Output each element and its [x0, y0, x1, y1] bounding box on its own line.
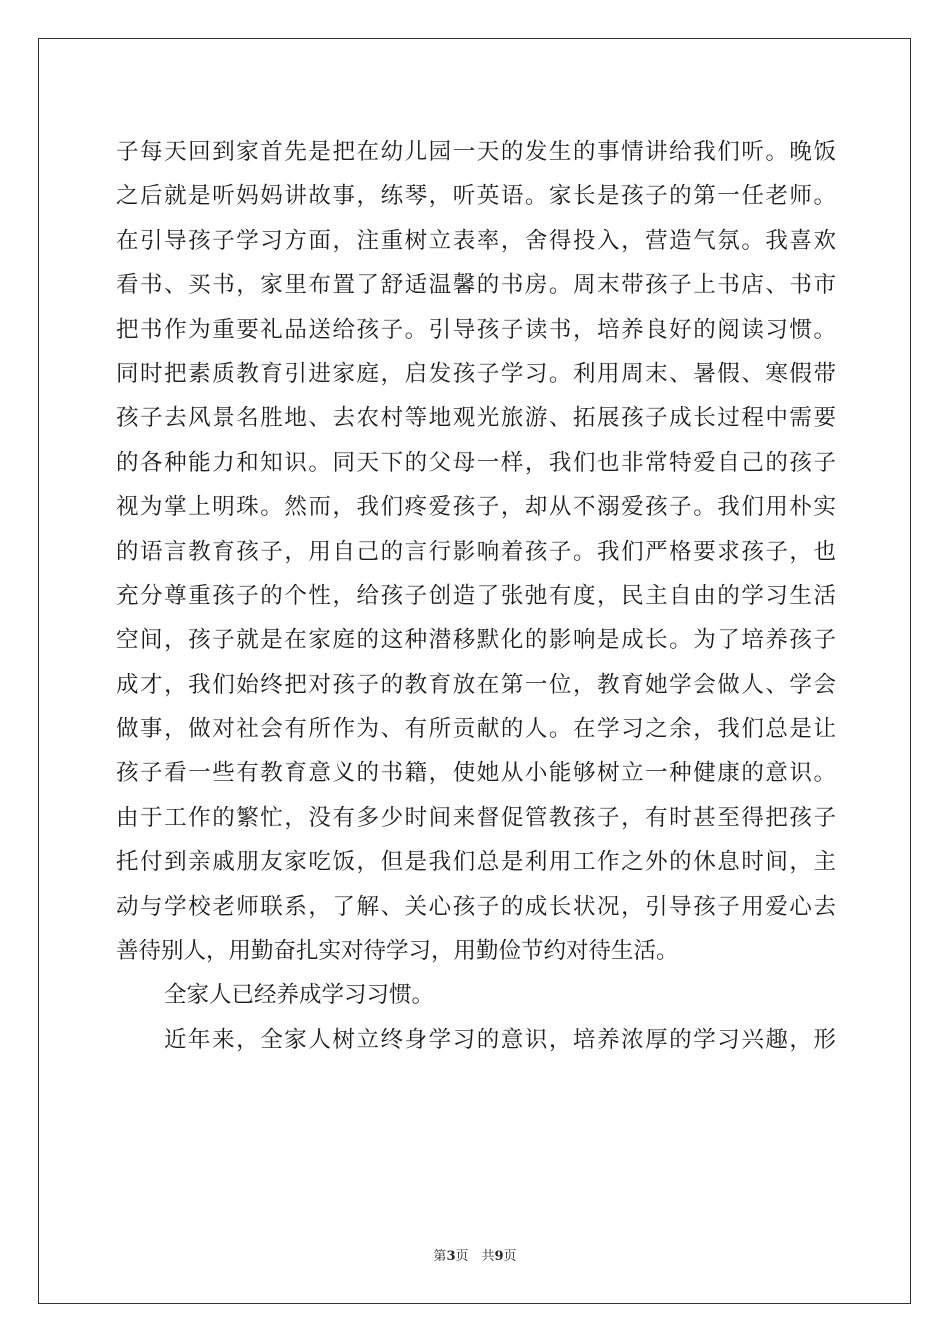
text-line: 的语言教育孩子，用自己的言行影响着孩子。我们严格要求孩子，也 [116, 538, 836, 565]
paragraph-heading-line: 全家人已经养成学习习惯。 [164, 982, 435, 1009]
text-line: 动与学校老师联系，了解、关心孩子的成长状况，引导孩子用爱心去 [116, 893, 836, 920]
current-page-number: 3 [446, 1249, 456, 1264]
text-line: 孩子看一些有教育意义的书籍，使她从小能够树立一种健康的意识。 [116, 760, 836, 787]
text-line: 之后就是听妈妈讲故事，练琴，听英语。家长是孩子的第一任老师。 [116, 183, 836, 210]
text-line: 把书作为重要礼品送给孩子。引导孩子读书，培养良好的阅读习惯。 [116, 316, 836, 343]
footer-mid: 页 共 [455, 1249, 495, 1264]
footer-prefix: 第 [433, 1249, 447, 1264]
text-line: 的各种能力和知识。同天下的父母一样，我们也非常特爱自己的孩子 [116, 449, 836, 476]
text-line: 子每天回到家首先是把在幼儿园一天的发生的事情讲给我们听。晚饭 [116, 139, 836, 165]
text-line: 成才，我们始终把对孩子的教育放在第一位，教育她学会做人、学会 [116, 671, 836, 698]
text-line: 做事，做对社会有所作为、有所贡献的人。在学习之余，我们总是让 [116, 716, 836, 743]
text-line: 近年来，全家人树立终身学习的意识，培养浓厚的学习兴趣，形 [164, 1026, 836, 1053]
text-line: 空间，孩子就是在家庭的这种潜移默化的影响是成长。为了培养孩子 [116, 627, 836, 654]
page-footer [0, 1245, 950, 1264]
text-line: 充分尊重孩子的个性，给孩子创造了张弛有度，民主自由的学习生活 [116, 582, 836, 609]
text-line: 看书、买书，家里布置了舒适温馨的书房。周末带孩子上书店、书市 [116, 272, 836, 299]
text-line: 孩子去风景名胜地、去农村等地观光旅游、拓展孩子成长过程中需要 [116, 405, 836, 432]
text-line: 善待别人，用勤奋扎实对待学习，用勤俭节约对待生活。 [116, 938, 679, 965]
total-page-number: 9 [494, 1249, 504, 1264]
footer-suffix: 页 [503, 1249, 517, 1264]
text-line: 托付到亲戚朋友家吃饭，但是我们总是利用工作之外的休息时间，主 [116, 849, 836, 876]
text-line: 视为掌上明珠。然而，我们疼爱孩子，却从不溺爱孩子。我们用朴实 [116, 494, 836, 521]
document-body [116, 130, 836, 1062]
text-line: 在引导孩子学习方面，注重树立表率，舍得投入，营造气氛。我喜欢 [116, 227, 836, 254]
text-line: 由于工作的繁忙，没有多少时间来督促管教孩子，有时甚至得把孩子 [116, 804, 836, 831]
text-line: 同时把素质教育引进家庭，启发孩子学习。利用周末、暑假、寒假带 [116, 360, 836, 387]
